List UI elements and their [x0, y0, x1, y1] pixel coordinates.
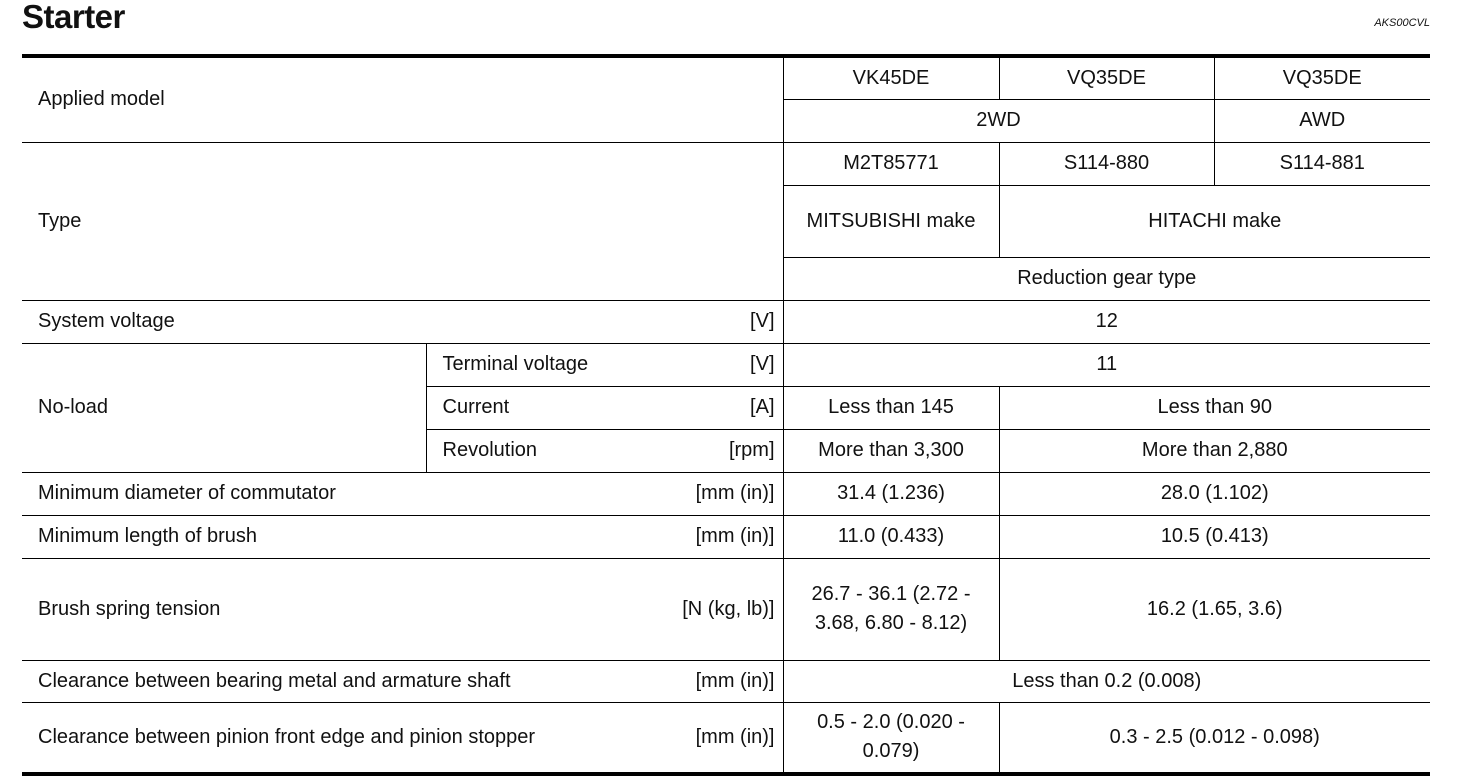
pinion-clearance-unit: [mm (in)]: [695, 725, 775, 748]
terminal-voltage-label: Terminal voltage: [442, 353, 589, 375]
part-number-s114-881: S114-881: [1214, 142, 1430, 185]
applied-model-label: Applied model: [38, 88, 165, 111]
page-title: Starter: [22, 0, 125, 35]
spring-tension-unit: [N (kg, lb)]: [682, 597, 775, 620]
pinion-clearance-label: Clearance between pinion front edge and pinion stopper: [38, 725, 536, 748]
commutator-label: Minimum diameter of commutator: [38, 482, 336, 504]
model-vq35de-awd: VQ35DE: [1214, 58, 1430, 99]
bearing-clearance-label: Clearance between bearing metal and armature shaft: [38, 669, 511, 692]
brush-length-label-cell: [22, 515, 783, 558]
terminal-voltage-unit: [V]: [750, 353, 775, 375]
brush-length-vk: 11.0 (0.433): [783, 515, 999, 558]
system-voltage-unit: [V]: [750, 310, 775, 332]
commutator-vk: 31.4 (1.236): [783, 472, 999, 515]
brush-length-unit: [mm (in)]: [695, 525, 775, 547]
current-label: Current: [442, 396, 510, 418]
document-code: AKS00CVL: [1374, 17, 1430, 29]
spring-tension-vq: 16.2 (1.65, 3.6): [999, 558, 1430, 660]
revolution-vk: More than 3,300: [783, 429, 999, 472]
bearing-clearance-unit: [mm (in)]: [695, 669, 775, 692]
commutator-unit: [mm (in)]: [695, 482, 775, 504]
model-vk45de: VK45DE: [783, 58, 999, 99]
type-label: Type: [22, 142, 783, 300]
pinion-clearance-row: [22, 702, 1430, 772]
make-hitachi: HITACHI make: [999, 185, 1430, 257]
part-number-s114-880: S114-880: [999, 142, 1214, 185]
part-number-m2t85771: M2T85771: [783, 142, 999, 185]
current-unit: [A]: [750, 396, 775, 418]
revolution-unit: [rpm]: [728, 439, 775, 461]
type-row-part-numbers: [22, 142, 1430, 185]
commutator-vq: 28.0 (1.102): [999, 472, 1430, 515]
spring-tension-label: Brush spring tension: [38, 597, 221, 620]
applied-model-row-models: [22, 58, 1430, 99]
system-voltage-label: System voltage: [38, 310, 175, 332]
spring-tension-row: [22, 558, 1430, 660]
terminal-voltage-row: [22, 343, 1430, 386]
make-mitsubishi: MITSUBISHI make: [783, 185, 999, 257]
model-vq35de-2wd: VQ35DE: [999, 58, 1214, 99]
revolution-label-cell: [426, 429, 783, 472]
bearing-clearance-row: [22, 660, 1430, 702]
commutator-row: [22, 472, 1430, 515]
system-voltage-row: [22, 300, 1430, 343]
gear-type: Reduction gear type: [783, 257, 1430, 300]
current-vq: Less than 90: [999, 386, 1430, 429]
spring-tension-vk: 26.7 - 36.1 (2.72 - 3.68, 6.80 - 8.12): [783, 558, 999, 660]
terminal-voltage-label-cell: [426, 343, 783, 386]
revolution-vq: More than 2,880: [999, 429, 1430, 472]
bearing-clearance-value: Less than 0.2 (0.008): [783, 660, 1430, 702]
brush-length-label: Minimum length of brush: [38, 525, 257, 547]
spring-tension-label-cell: [22, 558, 783, 660]
system-voltage-label-cell: [22, 300, 783, 343]
brush-length-row: [22, 515, 1430, 558]
terminal-voltage-value: 11: [783, 343, 1430, 386]
drive-awd: AWD: [1214, 99, 1430, 142]
commutator-label-cell: [22, 472, 783, 515]
current-label-cell: [426, 386, 783, 429]
pinion-clearance-vq: 0.3 - 2.5 (0.012 - 0.098): [999, 702, 1430, 772]
no-load-label: No-load: [22, 343, 426, 472]
bottom-rule: [22, 772, 1430, 776]
pinion-clearance-vk: 0.5 - 2.0 (0.020 - 0.079): [783, 702, 999, 772]
bearing-clearance-label-cell: [22, 660, 783, 702]
current-vk: Less than 145: [783, 386, 999, 429]
pinion-clearance-label-cell: [22, 702, 783, 772]
revolution-label: Revolution: [442, 439, 538, 461]
starter-spec-table: [22, 58, 1430, 772]
brush-length-vq: 10.5 (0.413): [999, 515, 1430, 558]
drive-2wd: 2WD: [783, 99, 1214, 142]
system-voltage-value: 12: [783, 300, 1430, 343]
